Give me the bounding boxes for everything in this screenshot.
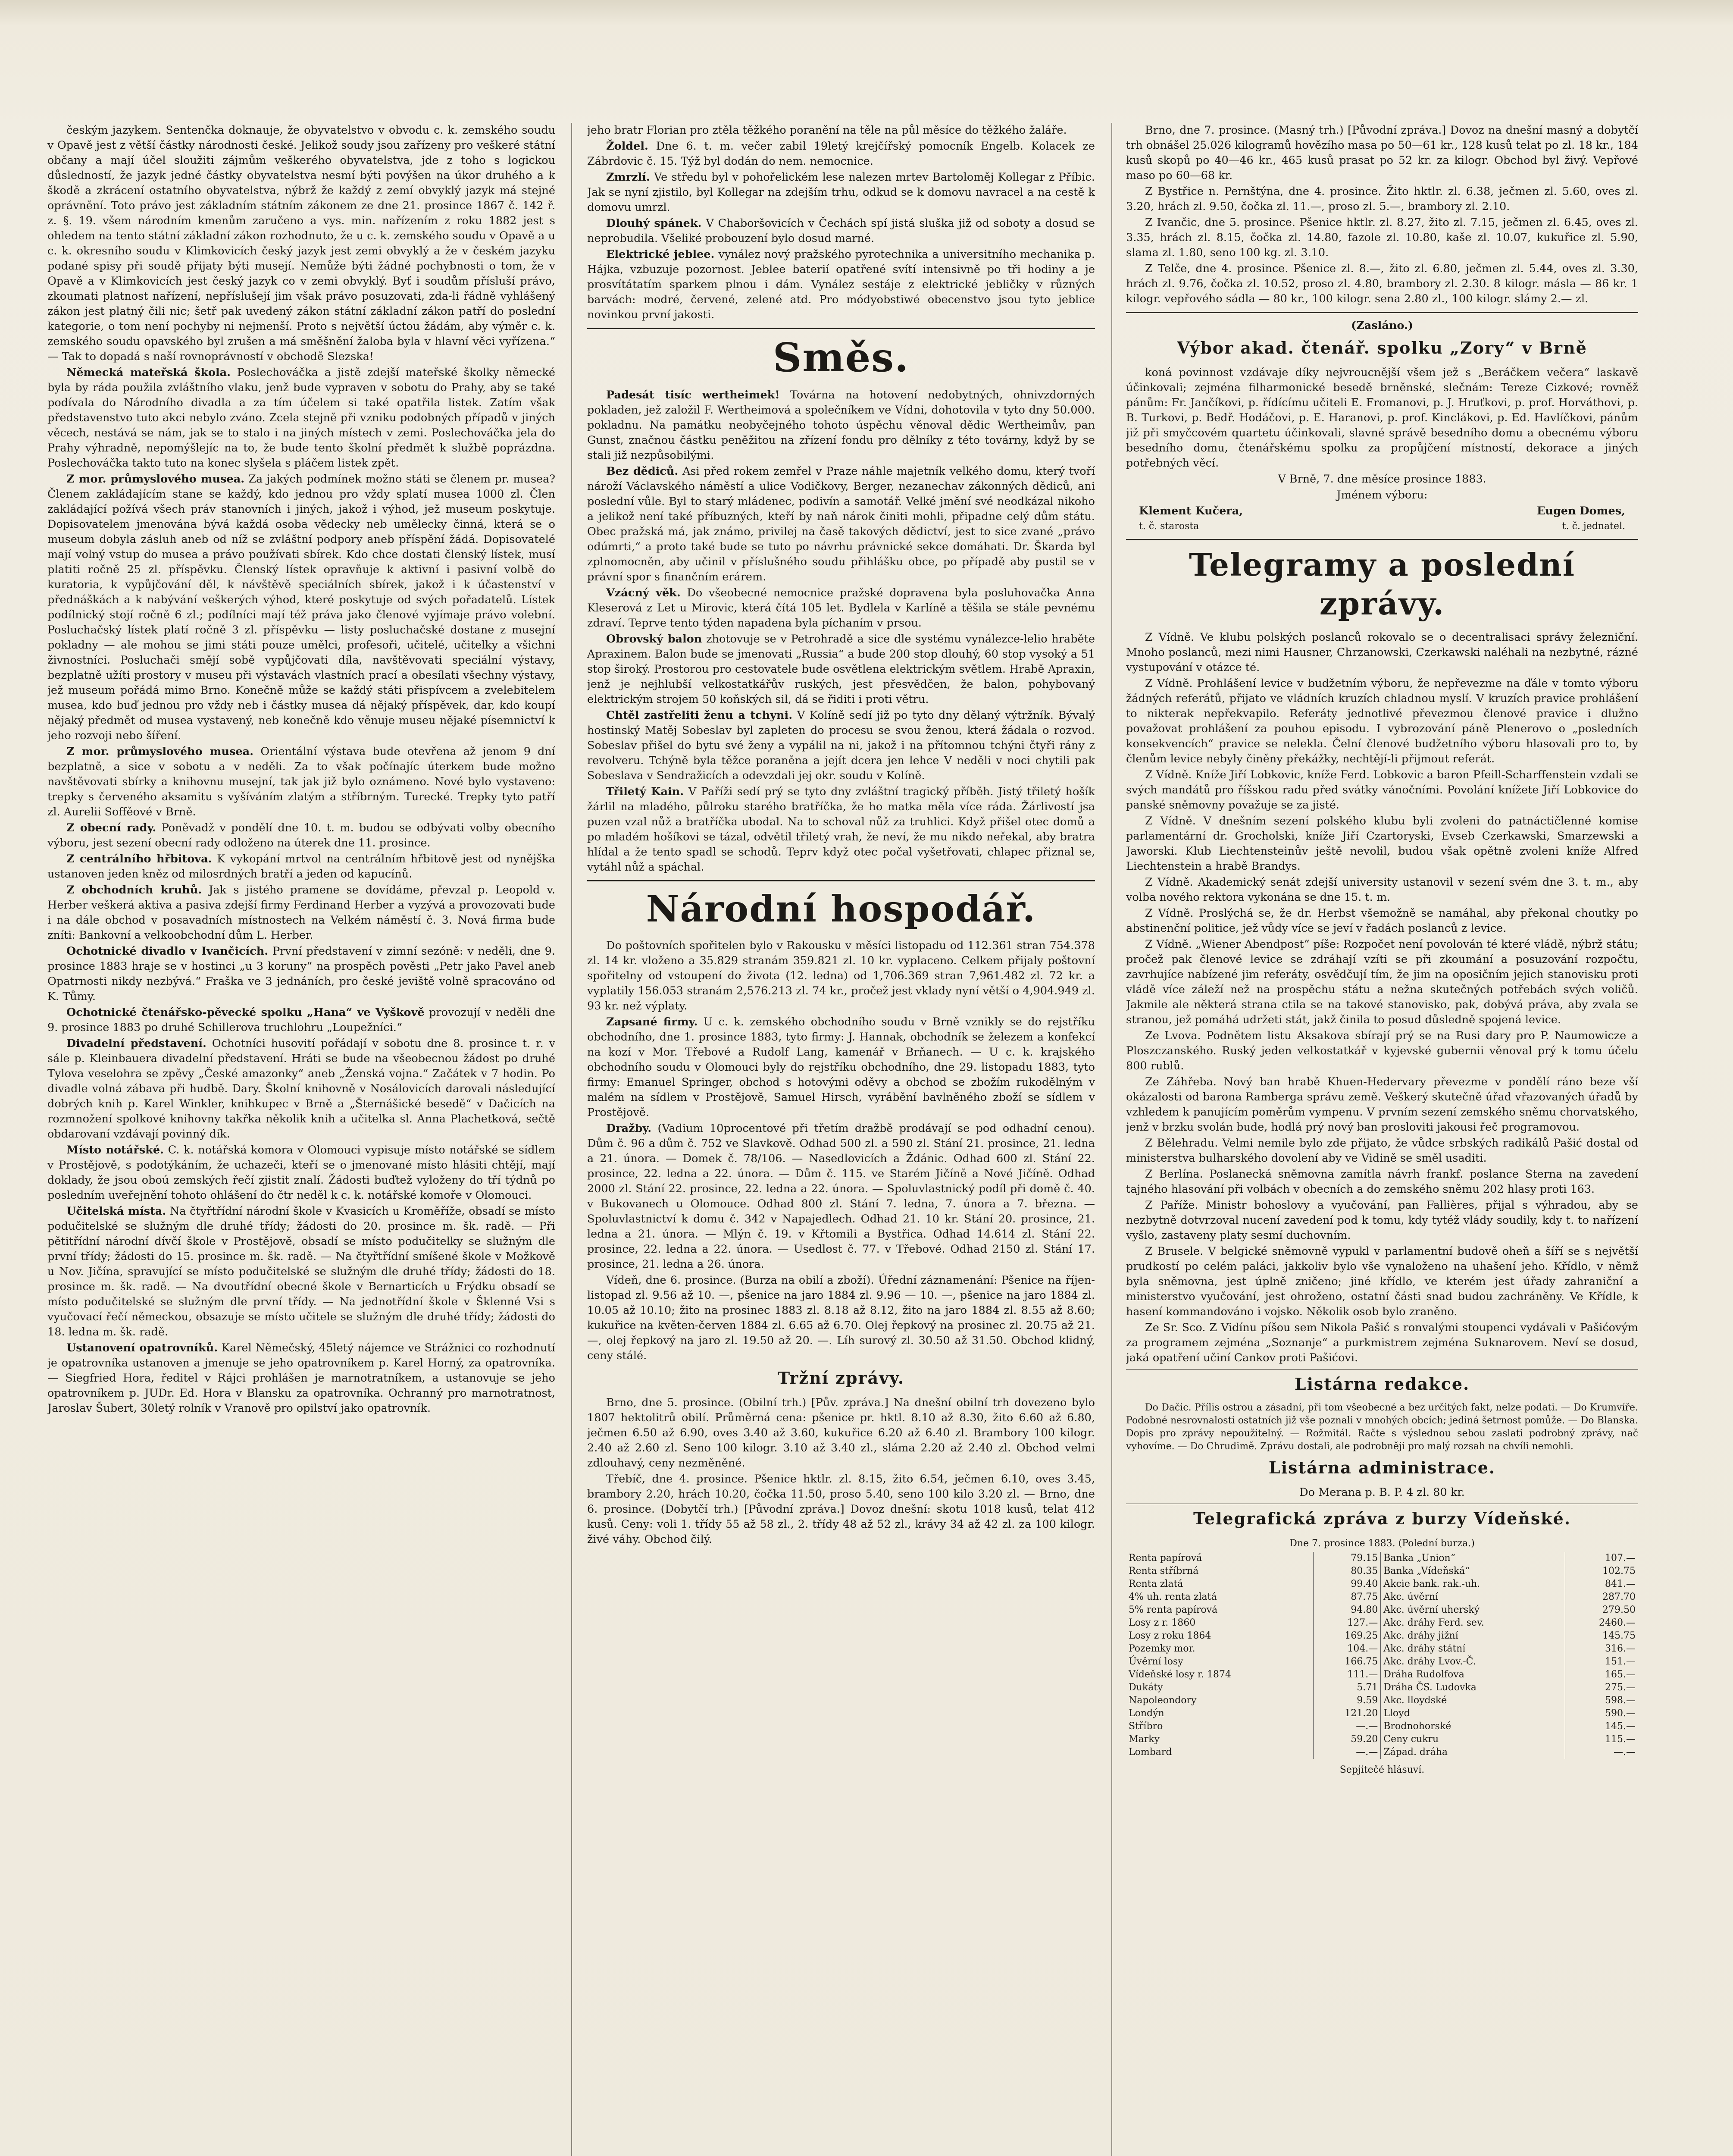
article-text: Třebíč, dne 4. prosince. Pšenice hktlr. zl. 8.15, žito 6.54, ječmen 6.10, oves 3.45, brambory 2.20, hrách 10.20, čočka 11.50, proso 5.40, seno 100 kilo 3.20 zl. — Brno, dne 6. prosince. (Dobytčí trh.) [Původní zpráva.] Dovoz dnešní: skotu 1018 kusů, telat 412 kusů. Ceny: voli 1. třídy 55 až 58 zl., 2. třídy 48 až 52 zl., krávy 34 až 42 zl. za 100 kilogr. živé váhy. Obchod čilý. [587,1473,1095,1546]
quote-name: Lombard [1129,1747,1172,1758]
article-text [587,1121,1095,1272]
quote-value: 2460.— [1565,1617,1638,1630]
article-text: Z Berlína. Poslanecká sněmovna zamítla návrh frankf. poslance Sterna na zavedení tajného hlasování při volbách v obecních a do zemského sněmu 202 hlasy proti 163. [1126,1168,1638,1196]
quote-value: 107.— [1565,1552,1638,1565]
column-right [1126,123,1638,2156]
section-heading-listarna: Listárna redakce. [1294,1374,1470,1394]
quote-name: Londýn [1129,1708,1164,1719]
article-text [587,388,1095,463]
quote-name: Losy z r. 1860 [1129,1617,1196,1628]
section-heading-burza: Telegrafická zpráva z burzy Vídeňské. [1193,1509,1571,1528]
quote-value: 59.20 [1314,1733,1381,1746]
stock-quotes-table [1126,1552,1638,1759]
article-text: českým jazykem. Sentenčka doknauje, že obyvatelstvo v obvodu c. k. zemského soudu v Opavě jest z větší částky národnosti české. Jelikož soudy jsou zařízeny pro veškeré státní občany a mají účel sloužiti zájmům veškerého obyvatelstva, jde z toho s logickou důsledností, že jazyk jedné částky obyvatelstva nesmí býti povýšen na úkor druhého a k škodě a zkrácení ostatního obyvatelstva, nýbrž že každý z zemí obvyklý jazyk má stejné oprávnění. Toto právo jest základním státním zákonem ze dne 21. prosince 1867 č. 142 ř. z. §. 19. všem národním kmenům zaručeno a vys. min. nařízením z roku 1882 jest s ohledem na tento státní základní zákon rozhodnuto, že u c. k. zemského soudu v Opavě a u c. k. okresního soudu v Klimkovicích český jazyk jest zemi obvyklý a že v českém jazyku podané spisy při soudě přijaty býti musejí. Nemůže býti žádné pochybnosti o tom, že v Opavě a v Klimkovicích jest český jazyk co v zemi obvyklý. Byť i soudům přísluší právo, zkoumati platnost nařízení, nepříslušejí jim však právo posuzovati, zda-li řádně vyhlášený zákon jest platný čili nic; šetř pak uvedený zákon státní základní zákon patří do poslední kategorie, o tom není pochyby ni nejmenší. Proto s největší úctou žádám, aby výměr c. k. zemského soudu opavského byl zrušen a má směšnění žaloba byla v hlavní věci vyřízena.“ — Tak to dopadá s naší rovnoprávností v obchodě Slezska! [47,124,555,363]
dateline: V Brně, 7. dne měsíce prosince 1883. [1278,473,1486,486]
quote-value: 80.35 [1314,1565,1381,1578]
article-text: Z Vídně. „Wiener Abendpost“ píše: Rozpočet není povolován té které vládě, nýbrž státu; pročež pak členové levice se zdráhají vzíti se při zkoumání a posuzování rozpočtu, zavrhujíce nabízené jim referáty, osvědčují tím, že jim na oposičním jejich stanovisku proti vládě více záleží než na prospěchu státu a nežna skutečných potřebách svých voličů. Jakmile ale některá strana ctila se na takové stanovisko, pak, dobývá práva, aby zvala se stranou, jež pomáhá udržeti stát, jakž činila to posud důsledně spojená levice. [1126,938,1638,1026]
quote-name: Losy z roku 1864 [1129,1630,1211,1641]
article-text [47,1036,555,1142]
section-rule [587,328,1095,329]
quote-row [1126,1720,1638,1733]
quote-name: Akc. lloydské [1381,1694,1565,1707]
article-text [47,1204,555,1340]
article-body: Poslechováčka a jistě zdejší mateřské školky německé byla by ráda použila zvláštního vlaku, jenž bude vypraven v sobotu do Prahy, aby se také podívala do Národního divadla a za tím účelem si také opatřila listek. Zatím však představenstvo tuto akci nebylo zváno. Zcela stejně při vzniku podobných případů v jiných věcech, nestává se nám, jak se to stalo i na jiných místech v zemi. Poslechováčka jela do Prahy výhradně, nepomýšlejíc na to, že bude tento školní předmět k službě poprázdna. Poslechováčka takto tuto na konec slyšela s pláčem listek zpět. [47,366,555,470]
article-lead: Z mor. průmyslového musea. [66,745,254,758]
article-text: Vídeň, dne 6. prosince. (Burza na obilí a zboží). Úřední záznamenání: Pšenice na říjen-listopad zl. 9.56 až 10. —, pšenice na jaro 1884 zl. 9.96 — 10. —, pšenice na jaro 1884 zl. 10.05 až 10.10; žito na prosinec 1883 zl. 8.18 až 8.12, žito na jaro 1884 zl. 8.55 až 8.60; kukuřice na květen-červen 1884 zl. 6.65 až 6.70. Olej řepkový na prosinec zl. 20.75 až 21. —, olej řepkový na jaro zl. 19.50 až 20. —. Líh surový zl. 30.50 až 31.50. Obchod klidný, ceny stálé. [587,1274,1095,1362]
article-lead: Učitelská místa. [66,1205,166,1218]
article-body: První představení v zimní sezóně: v neděli, dne 9. prosince 1883 hraje se v hostinci „u 3 koruny“ na prospěch pověsti „Petr jako Pavel aneb Opatrnosti nikdy nezbývá.“ Fraška ve 3 jednáních, pro české jeviště volně spracováno od K. Tůmy. [47,945,555,1003]
quote-name: Úvěrní losy [1129,1656,1183,1667]
article-text [587,1015,1095,1120]
section-rule [1126,312,1638,313]
quote-name: Brodnohorské [1381,1720,1565,1733]
article-text [587,632,1095,707]
article-text: Do poštovních spořitelen bylo v Rakousku v měsíci listopadu od 112.361 stran 754.378 zl. 14 kr. vloženo a 35.829 stranám 359.821 zl. 10 kr. vyplaceno. Celkem přijaly poštovní spořitelny od vstoupení do života (12. ledna) od 1,706.369 stran 7,961.482 zl. 72 kr. a vyplatily 156.053 stranám 2,576.213 zl. 74 kr., pročež jest vklady nyní větší o 4,904.949 zl. 93 kr. než výplaty. [587,939,1095,1012]
article-lead: Třiletý Kain. [606,785,684,798]
article-lead: Ochotnické divadlo v Ivančicích. [66,945,269,958]
article-text [47,1005,555,1035]
quote-value: 115.— [1565,1733,1638,1746]
article-body: Ochotníci husovití pořádají v sobotu dne 8. prosince t. r. v sále p. Kleinbauera divadelní představení. Hráti se bude na všeobecnou žádost po druhé Tylova veselohra se zpěvy „České amazonky“ aneb „Ženská vojna.“ Začátek v 7 hodin. Po divadle volná zábava při hudbě. Dary. Školní knihovně v Nosálovicích darovali následující dobrých knih p. Karel Winkler, knihkupec v Brně a „Šternášické besedě“ v Dačicích na rozmnožení spolkové knihovny takřka několik knih a učitelka sl. Anna Plachetková, sečtě obdarovaní vzdávají povinný dík. [47,1037,555,1141]
article-body: U c. k. zemského obchodního soudu v Brně vznikly se do rejstříku obchodního, dne 1. prosince 1883, tyto firmy: J. Hannak, obchodník se železem a konfekcí na kozí v Mor. Třebové a Rudolf Lang, kamenář v Brňanech. — U c. k. krajského obchodního soudu v Olomouci byly do rejstříku obchodního, dne 29. listopadu 1883, tyto firmy: Emanuel Springer, obchod s hotovými oděvy a obchod se zbožím rukodělným v malém na sídlem v Prostějově, Samuel Hirsch, vyrábění bavlněného zboží se sídlem v Prostějově. [587,1015,1095,1119]
article-lead: Ochotnické čtenářsko-pěvecké spolku „Hana“ ve Vyškově [66,1006,425,1019]
article-text: Z Vídně. Proslýchá se, že dr. Herbst všemožně se namáhal, aby překonal choutky po abstinenční politice, jež vůdy více se jeví v řadách poslanců z levice. [1126,907,1638,935]
quote-value: 145.75 [1565,1630,1638,1642]
article-text [587,464,1095,585]
article-body: V Paříži sedí prý se tyto dny zvláštní tragický příběh. Jistý třiletý hošík žárlil na mladého, půlroku starého bratříčka, že ho matka měla více ráda. Žárlivostí jsa puzen vzal nůž a bratříčka ubodal. Na to schoval nůž za truhlici. Když přišel otec domů a po mladém hošíkovi se tázal, odvětil třiletý vrah, že neví, že mu nikdo neřekal, aby bratra hlídal a že tento spadl se schodů. Teprv když otec počal vyšetřovati, chlapec přiznal se, vytáhl nůž a spáchal. [587,785,1095,874]
article-text: Z Vídně. Prohlášení levice v budžetním výboru, že nepřevezme na ďále v tomto výboru žádných referátů, přijato ve vládních kruzích chladnou myslí. V kruzích pravice prohlášení to nikterak nepřekvapilo. Referáty jednotlivé převezmou členové pravice i dlužno považovat prohlášení za pouhou episodu. I vybrozování páně Plenerovo o „posledních konsekvencích“ pravice se nelekla. Čelní členové budžetního výboru hlasovali pro to, by členům levice nebyly činěny překážky, nechtějí-li přijmout referát. [1126,677,1638,765]
article-lead: Dražby. [606,1122,652,1135]
article-text [587,708,1095,783]
article-text [47,944,555,1004]
article-text: Z Telče, dne 4. prosince. Pšenice zl. 8.—, žito zl. 6.80, ječmen zl. 5.44, oves zl. 3.30, hrách zl. 9.76, čočka zl. 10.52, proso zl. 4.80, brambory zl. 2.30. 8 kilogr. másla — 86 kr. 1 kilogr. vepřového sádla — 80 kr., 100 kilogr. sena 2.80 zl., 100 kilogr. slámy 2.— zl. [1126,262,1638,305]
quote-row [1126,1630,1638,1642]
section-rule [587,880,1095,881]
quote-row [1126,1668,1638,1681]
quote-name: 4% uh. renta zlatá [1129,1592,1217,1602]
quote-value: 104.— [1314,1642,1381,1655]
quote-value: 5.71 [1314,1681,1381,1694]
article-text: Z Ivančic, dne 5. prosince. Pšenice hktlr. zl. 8.27, žito zl. 7.15, ječmen zl. 6.45, oves zl. 3.35, hrách zl. 8.15, čočka zl. 14.80, fazole zl. 10.80, kaše zl. 10.07, kukuřice zl. 5.90, slama zl. 1.80, seno 100 kg. zl. 3.10. [1126,216,1638,259]
quote-value: 102.75 [1565,1565,1638,1578]
article-text [47,852,555,882]
zory-heading: Výbor akad. čtenář. spolku „Zory“ v Brně [1177,338,1587,357]
quote-name: Akc. dráhy státní [1381,1642,1565,1655]
signature-roles [1126,519,1638,534]
section-heading-smes: Směs. [773,334,910,381]
quote-name: Stříbro [1129,1721,1163,1732]
quote-value: 111.— [1314,1668,1381,1681]
quote-name: Vídeňské losy r. 1874 [1129,1669,1231,1680]
article-body: provozují v neděli dne 9. prosince 1883 po druhé Schillerova truchlohru „Loupežníci.“ [47,1006,555,1034]
article-text [587,784,1095,875]
article-lead: Chtěl zastřeliti ženu a tchyni. [606,709,793,722]
burza-date: Dne 7. prosince 1883. (Polední burza.) [1289,1538,1475,1549]
article-lead: Vzácný věk. [606,586,681,599]
article-text: Z Vídně. Akademický senát zdejší university ustanovil v sezení svém dne 3. t. m., aby volba nového rektora vykonána se dne 15. t. m. [1126,876,1638,904]
quote-value: 99.40 [1314,1578,1381,1591]
article-lead: Německá mateřská škola. [66,366,231,379]
quote-value: —.— [1565,1746,1638,1759]
quote-name: Napoleondory [1129,1695,1197,1706]
article-body: Karel Němečský, 45letý nájemce ve Strážnici co rozhodnutí je opatrovníka ustanoven a jmenuje se jeho opatrovníkem p. Karel Horný, za opatrovníka. — Siegfried Hora, ředitel v Rájci prohlášen je marnotratníkem, a ustanovuje se jeho opatrovníkem p. JUDr. Ed. Hora v Blansku za opatrovníka. Ochranný pro marnotratnost, Jaroslav Šubert, 30letý rolník v Vranově pro opilství jako opatrovník. [47,1341,555,1415]
article-lead: Žoldel. [606,140,648,153]
article-text: Do Dačic. Přílis ostrou a zásadní, při tom všeobecné a bez určitých fakt, nelze podati. — Do Krumvíře. Podobné nesrovnalosti ostatních již vše poznali v mnohých obcích; jediná šetrnost pomůže. — Do Blanska. Dopis pro zprávy nepoužitelný. — Rožmitál. Račte s výslednou sebou zaslati podrobný zprávy, nač vyhovíme. — Do Chrudimě. Zprávu dostali, ale podrobněji pro malý rozsah na chvíli nemohli. [1126,1402,1638,1452]
quote-row [1126,1707,1638,1720]
quote-value: 145.— [1565,1720,1638,1733]
quote-name: Akc. úvěrní uherský [1381,1604,1565,1617]
article-text: Z Vídně. Kníže Jiří Lobkovic, kníže Ferd. Lobkovic a baron Pfeill-Scharffenstein vzdali se svých mandátů pro říšskou radu před svátky vánočními. Povolání knížete Jiří Lobkovice do panské sněmovny považuje se za jisté. [1126,768,1638,812]
quote-row [1126,1604,1638,1617]
article-lead: Elektrické jeblee. [606,248,715,261]
quote-name: 5% renta papírová [1129,1604,1218,1615]
article-text [587,170,1095,215]
quote-value: 316.— [1565,1642,1638,1655]
quote-value: 127.— [1314,1617,1381,1630]
column-left [47,123,555,2156]
article-body: Ve středu byl v pohořelickém lese nalezen mrtev Bartoloměj Kollegar z Příbic. Jak se nyní zjistilo, byl Kollegar na zdejším trhu, odkud se k domovu navracel a na cestě k domovu umrzl. [587,171,1095,214]
quote-name: Akc. dráhy Ferd. sev. [1381,1617,1565,1630]
article-text [587,247,1095,323]
article-lead: Dlouhý spánek. [606,217,702,230]
quote-value: 287.70 [1565,1591,1638,1604]
quote-row [1126,1681,1638,1694]
article-text [47,365,555,471]
article-body: K vykopání mrtvol na centrálním hřbitově jest od nynějška ustanoven jeden kněz od milosrdných bratří a jeden od kapucínů. [47,852,555,881]
article-text: jeho bratr Florian pro ztěla těžkého poranění na těle na půl měsíce do těžkého žaláře. [587,124,1067,137]
committee-label: Jménem výboru: [1336,489,1428,501]
article-text: Z Paříže. Ministr bohoslovy a vyučování, pan Fallières, přijal s výhradou, aby se nezbytně dotvrzoval nucení zavedení pod k tomu, kdy tytéž vlády soudily, kdy t. to nařízení vyšlo, zastaveny platy sesmí duchovním. [1126,1199,1638,1242]
article-text [587,139,1095,169]
quote-name: Lloyd [1381,1707,1565,1720]
quote-row [1126,1733,1638,1746]
article-text: Z Vídně. V dnešním sezení polského klubu byli zvoleni do patnáctičlenné komise parlamentární dr. Grocholski, kníže Jiří Czartoryski, Evseb Czerkawski, Smarzewski a Jaworski. Klub Liechtensteinův ještě nevolil, budou však opětně zvoleni kníže Alfred Liechtenstein a hrabě Brandys. [1126,815,1638,873]
article-body: Poněvadž v pondělí dne 10. t. m. budou se odbývati volby obecního výboru, jest sezení obecní rady odloženo na úterek dne 11. prosince. [47,821,555,849]
article-body: Do všeobecné nemocnice pražské dopravena byla posluhovačka Anna Kleserová z Let u Mirovic, která čítá 105 let. Bydlela v Karlíně a těšila se stále pevnému zdraví. Teprve tento týden napadena byla píchaním v prsou. [587,586,1095,630]
quote-value: 275.— [1565,1681,1638,1694]
section-heading-telegramy: Telegramy a poslední zprávy. [1189,546,1576,622]
article-text [587,586,1095,631]
signature-right-name: Eugen Domes, [1536,505,1625,517]
article-lead: Ustanovení opatrovníků. [66,1341,218,1354]
article-text [47,821,555,851]
article-lead: Zmrzlí. [606,171,650,184]
quote-name: Akc. dráhy jižní [1381,1630,1565,1642]
article-text: Z Vídně. Ve klubu polských poslanců rokovalo se o decentralisaci správy železniční. Mnoho poslanců, mezi nimi Hausner, Chrzanowski, Czerkawski naléhali na nezbytné, rázné vystupování v otázce té. [1126,631,1638,674]
column-middle [587,123,1095,2156]
quote-name: Akc. úvěrní [1381,1591,1565,1604]
article-text: Z Bělehradu. Velmi nemile bylo zde přijato, že vůdce srbských radikálů Pašić dostal od ministerstva bulharského dovolení aby ve Vidině se směl usaditi. [1126,1137,1638,1165]
quote-name: Akc. dráhy Lvov.-Č. [1381,1655,1565,1668]
quote-value: 87.75 [1314,1591,1381,1604]
article-text: Ze Sr. Sco. Z Vidínu píšou sem Nikola Pašić s ronvalými stoupenci vydávali v Pašićovým za programem zejména „Soznanje“ a purkmistrem zejména Suknarovem. Neví se dosud, jaká opatření učiní Cankov proti Pašićovi. [1126,1321,1638,1364]
article-text: Z Bystřice n. Pernštýna, dne 4. prosince. Žito hktlr. zl. 6.38, ječmen zl. 5.60, oves zl. 3.20, hrách zl. 9.50, čočka zl. 11.—, proso zl. 5.—, brambory zl. 2.10. [1126,185,1638,213]
quote-row [1126,1655,1638,1668]
quote-row [1126,1591,1638,1604]
article-body: Dne 6. t. m. večer zabil 19letý krejčířský pomocník Engelb. Kolacek ze Zábrdovic č. 15. Týž byl dodán do nem. nemocnice. [587,140,1095,168]
quote-row [1126,1746,1638,1759]
column-divider [1111,123,1112,2156]
quote-row [1126,1617,1638,1630]
quote-value: 166.75 [1314,1655,1381,1668]
article-body: Za jakých podmínek možno státi se členem pr. musea? Členem zakládajícím stane se každý, kdo jednou pro vždy splatí musea 1000 zl. Člen zakládající požívá všech práv stanovních i jiných, jakož i výhod, jež museum poskytuje. Dopisovatelem jmenována bývá každá osoba vědecky neb umělecky činná, která se o museum dobyla zásluh aneb od níž se zvláštní podpory aneb příspění žádá. Dopisovatelé mají volný vstup do musea a právo používati sbírek. Kdo chce dostati členský lístek, musí platiti ročně 25 zl. příspěvku. Členský lístek opravňuje k aktivní i pasivní volbě do kuratoria, k vypůjčování děl, k návštěvě speciálních sbírek, jakož i k účastenství v přednáškách a k nabývání veškerých výhod, které poskytuje od svých pořadatelů. Lístek podílnický stojí ročně 6 zl.; podílníci mají též práva jako členové vyjímaje právo volební. Posluchačský lístek platí ročně 3 zl. příspěvku — listy posluchačské dostane z musejní pokladny — ale mohou se jimi státi pouze umělci, profesoři, učitelé, učitelky a všichni živnostníci. Posluchači smějí sobě vypůjčovati díla, navštěvovati speciální výstavy, bezplatně užíti prostory v museu při výstavách vlastních prací a obesílati všechny výstavy, jež museum pořádá mimo Brno. Konečně může se každý státi přispívcem a zvelebitelem musea, kdo buď jednou pro vždy neb i částky musea dá nějaký příspěvek, dar, kdo koupí nějaký předmět od musea vystavený, neb konečně kdo věnuje museu nějaké písemnictví k jeho rozvoji nebo šíření. [47,473,555,742]
article-body: (Vadium 10procentové při třetím dražbě prodávají se pod odhadní cenou). Dům č. 96 a dům č. 752 ve Slavkově. Odhad 500 zl. a 590 zl. Stání 21. prosince, 21. ledna a 21. února. — Domek č. 78/106. — Nasedlovicích a Ždánic. Odhad 600 zl. Stání 22. prosince, 22. ledna a 22. února. — Dům č. 115. ve Starém Jičíně a Nové Jičíně. Odhad 2000 zl. Stání 22. prosince, 22. ledna a 22. února. — Spoluvlastnický podíl při domě č. 40. v Bukovanech u Olomouce. Odhad 800 zl. Stání 7. ledna, 7. února a 7. března. — Spoluvlastnictví k domu č. 342 v Napajedlech. Odhad 21. 10 kr. Stání 20. prosince, 21. ledna a 21. února. — Mlýn č. 19. v Křtomili a Bystřica. Odhad 14.614 zl. Stání 22. prosince, 22. ledna a 22. února. — Usedlost č. 77. v Třebové. Odhad 2150 zl. Stání 17. prosince, 21. ledna a 26. února. [587,1122,1095,1271]
quote-value: 165.— [1565,1668,1638,1681]
article-body: V Kolíně sedí již po tyto dny dělaný výtržník. Bývalý hostinský Matěj Sobeslav byl zapleten do procesu se svou ženou, která žádala o rozvod. Sobeslav přišel do bytu své ženy a vypálil na ni, jakož i na přítomnou tchýni čtyři rány z revolveru. Tchýně byla těžce poraněna a jejít dcera jen lehce V neděli v noci chytili pak Sobeslava v Sendražicích a odevzdali jej okr. soudu v Kolíně. [587,709,1095,782]
article-lead: Z obchodních kruhů. [66,884,202,896]
article-text [47,1341,555,1416]
article-text [587,216,1095,246]
article-body: Orientální výstava bude otevřena až jenom 9 dní bezplatně, a sice v sobotu a v neděli. Za to však počínajíc úterkem bude možno navštěvovati sbírky a knihovnu musejní, tak jak již bylo oznámeno. Nové bylo vystaveno: trepky s červeného aksamitu s vyšíváním zlatým a stříbrným. Turecké. Trepky tyto patří zl. Aurelii Soffěové v Brně. [47,745,555,818]
quote-row [1126,1565,1638,1578]
article-text: Brno, dne 7. prosince. (Masný trh.) [Původní zpráva.] Dovoz na dnešní masný a dobytčí trh obnášel 25.026 kilogramů hovězího masa po 50—61 kr., 128 kusů telat po zl. 18 kr., 184 kusů skopů po 40—46 kr., 465 kusů prasat po 52 kr. za kilogr. Obchod byl živý. Vepřové maso po 60—68 kr. [1126,124,1638,182]
article-body: Na čtyřtřídní národní škole v Kvasicích u Kroměříže, obsadí se místo podučitelské se služným dle druhé třídy; žádosti do 20. prosince m. šk. radě. — Při pětitřídní národní dívčí škole v Prostějově, obsadí se místo podučitelky se služným dle první třídy; žádosti do 15. prosince m. šk. radě. — Na čtyřtřídní smíšené škole v Možkově u Nov. Jičína, spravující se místo podučitelské se služným dle druhé třídy; žádosti do 18. prosince m. šk. radě. — Na dvoutřídní obecné škole v Bernarticích u Frýdku obsadí se místo podučitelské se služným dle první třídy. — Na jednotřídní škole v Šklenné Vsi s vyučovací řečí německou, obsazuje se místo učitele se služným dle druhé třídy; žádosti do 18. ledna m. šk. radě. [47,1205,555,1338]
quote-value: 590.— [1565,1707,1638,1720]
article-lead: Z centrálního hřbitova. [66,852,212,865]
article-lead: Zapsané firmy. [606,1015,698,1028]
article-text [47,472,555,743]
article-text: koná povinnost vzdávaje díky nejvroucnější všem jež s „Beráčkem večera“ laskavě účinkovali; zejména filharmonické besedě brněnské, slečnám: Tereze Cizkové; rovněž pánům: Fr. Jančíkovi, p. řídícímu učiteli E. Fromanovi, p. J. Hruťkovi, p. prof. Horváthovi, p. B. Turkovi, p. Bedř. Hodáčovi, p. E. Haranovi, p. prof. Kinclákovi, p. Ed. Havlíčkovi, pánům již při smyčcovém quartetu účinkovali, slavné správě besedního domu a obecnému výboru besedního domu, čtenářskému spolku za propůjčení místností, dekorace a jiných potřebných věcí. [1126,366,1638,470]
article-text [47,1143,555,1203]
article-lead: Padesát tisíc wertheimek! [606,389,780,401]
quote-name: Banka „Union“ [1381,1552,1565,1565]
quote-name: Renta papírová [1129,1553,1202,1564]
quote-row [1126,1694,1638,1707]
article-text [47,744,555,820]
quote-value: 841.— [1565,1578,1638,1591]
quote-value: 598.— [1565,1694,1638,1707]
signature-left-name: Klement Kučera, [1139,505,1243,517]
zasl-label: (Zasláno.) [1351,319,1413,332]
quote-value: —.— [1314,1746,1381,1759]
article-text: Ze Záhřeba. Nový ban hrabě Khuen-Hedervary převezme v pondělí ráno beze vší okázalosti od barona Ramberga správu země. Veškerý skutečně úřad vřazovaných úřadů by vzhledem k panujícím poměrům vympenu. V prvním sezení zemského sněmu chorvatského, jenž v brzku svolán bude, hodlá prý nový ban prosloviti jakousi řeč programovou. [1126,1075,1638,1134]
quote-name: Marky [1129,1734,1160,1745]
article-lead: Obrovský balon [606,633,702,646]
quote-name: Západ. dráha [1381,1746,1565,1759]
quote-name: Akcie bank. rak.-uh. [1381,1578,1565,1591]
quote-name: Dráha Rudolfova [1381,1668,1565,1681]
article-text: Z Brusele. V belgické sněmovně vypukl v parlamentní budově oheň a šíří se s největší prudkostí po celém paláci, jakkoliv bylo vše vynaloženo na uhašení jeho. Křídlo, v němž byla sněmovna, jest úplně zničeno; jiné křídlo, ve kterém jest úřady zahraniční a ministerstvo vyučování, jest ohroženo, ostatní části snad budou zachráněny. Ve Křídle, k hasení kommandováno i vojsko. Několik osob bylo zraněno. [1126,1245,1638,1318]
quote-name: Renta zlatá [1129,1579,1183,1589]
signature-left-role: t. č. starosta [1139,521,1199,532]
quote-row [1126,1552,1638,1565]
quote-value: 79.15 [1314,1552,1381,1565]
quote-value: 94.80 [1314,1604,1381,1617]
quote-name: Ceny cukru [1381,1733,1565,1746]
article-body: vynález nový pražského pyrotechnika a universitního mechanika p. Hájka, vzbuzuje pozornost. Jeblee baterií opatřené svítí intensivně po tři hodiny a je prosvítátatím sparkem plnou i dám. Vynález sestáje z elektrické jebličky v různých barvách: modré, červené, zelené atd. Pro módyobstiwé obecenstvo jsou tyto jeblice novinkou první jakosti. [587,248,1095,321]
article-body: C. k. notářská komora v Olomouci vypisuje místo notářské se sídlem v Prostějově, s podotýkáním, že uchazeči, kteří se o jmenované místo hlásiti chtějí, mají doklady, že jsou oboú zemských řečí zjistit znalí. Žádosti buďtež vyloženy do tří týdnů po posledním uveřejnění tohoto ohlášení do čtr neděl k c. k. notářské komoře v Olomouci. [47,1144,555,1202]
article-body: V Chaboršovicích v Čechách spí jistá sluška již od soboty a dosud se neprobudila. Všeliké probouzení bylo dosud marné. [587,217,1095,245]
quote-value: —.— [1314,1720,1381,1733]
article-lead: Bez dědiců. [606,465,679,478]
article-body: Jak s jistého pramene se dovídáme, převzal p. Leopold v. Herber veškerá aktiva a pasiva zdejší firmy Ferdinand Herber a vyzývá a provozovati bude i na dále obchod v posavadních místnostech na Velkém náměstí č. 3. Nová firma bude zníti: Bankovní a velkoobchodní dům L. Herber. [47,884,555,942]
quote-value: 9.59 [1314,1694,1381,1707]
quote-row [1126,1578,1638,1591]
article-text: Brno, dne 5. prosince. (Obilní trh.) [Pův. zpráva.] Na dnešní obilní trh dovezeno bylo 1807 hektolitrů obilí. Průměrná cena: pšenice pr. hktl. 8.10 až 8.30, žito 6.60 až 6.80, ječmen 6.50 až 6.90, oves 3.40 až 3.60, kukuřice 6.20 až 6.40 zl. Brambory 100 kilogr. 2.40 až 2.60 zl. Seno 100 kilogr. 3.10 až 3.40 zl., sláma 2.20 až 2.40 zl. Obchod velmi zdlouhavý, ceny nezměněné. [587,1396,1095,1470]
article-body: Asi před rokem zemřel v Praze náhle majetník velkého domu, který tvoří nároží Václavského náměstí a ulice Vodičkovy, Berger, nezanechav zákonných dědiců, ani poslední vůle. Byl to starý mládenec, podivín a samotář. Velké jmění své neodkázal nikoho a jelikož není také příbuzných, kteří by naň nárok činiti mohli, připadne celý dům státu. Obec pražská má, jak známo, privilej na časě takových dědictví, jest to sice zvané „právo odúmrti,“ a proto také bude se tuto po návrhu právnické sekce domáhati. Dr. Škarda byl zplnomocněn, aby učinil v příslušného soudu přihlášku obce, po případě aby pustil se v právní spor s finančním erárem. [587,465,1095,583]
quote-value: 279.50 [1565,1604,1638,1617]
quote-value: 121.20 [1314,1707,1381,1720]
quote-value: 151.— [1565,1655,1638,1668]
article-text [47,883,555,943]
section-rule [1126,539,1638,540]
section-heading-hospodar: Národní hospodář. [646,887,1036,930]
quote-name: Banka „Vídeňská“ [1381,1565,1565,1578]
section-heading-admin: Listárna administrace. [1268,1458,1496,1477]
article-lead: Místo notářské. [66,1144,164,1156]
quote-row [1126,1642,1638,1655]
signature-right-role: t. č. jednatel. [1562,521,1625,532]
article-body: Továrna na hotovení nedobytných, ohnivzdorných pokladen, jež založil F. Wertheimová a společníkem ve Vídni, dohotovila v tyto dny 50.000. pokladnu. Na památku neobyčejného tohoto úspěchu věnoval dědic Wertheimův, pan Gunst, značnou částku peněžitou na zřízení fondu pro dělníky z této továrny, když by se stali již nezpůsobilými. [587,389,1095,462]
article-body: zhotovuje se v Petrohradě a sice dle systému vynálezce-lelio hraběte Apraxinem. Balon bude se jmenovati „Russia“ a bude 200 stop dlouhý, 60 stop vysoký a 51 stop široký. Prostorou pro cestovatele bude osvětlena elektrickým světlem. Hrabě Apraxin, jenž je nejhlubší velkostatkářův ruských, jest přesvědčen, že balon, pohybovaný elektrickým strojem 50 koňských sil, dá se řiditi i proti větru. [587,633,1095,706]
quote-name: Renta stříbrná [1129,1566,1199,1576]
article-lead: Z obecní rady. [66,821,156,834]
quote-value: 169.25 [1314,1630,1381,1642]
article-text: Do Merana p. B. P. 4 zl. 80 kr. [1299,1486,1465,1499]
section-heading-trzni: Tržní zprávy. [777,1368,905,1388]
quote-name: Dukáty [1129,1682,1163,1693]
burza-footer: Sepjitečé hlásuví. [1339,1764,1425,1775]
article-text: Ze Lvova. Podnětem listu Aksakova sbírají prý se na Rusi dary pro P. Naumowicze a Ploszczanského. Ruský jeden velkostatkář v kyjevské gubernii věnoval prý k tomu účelu 800 rublů. [1126,1029,1638,1072]
signature-names [1126,504,1638,519]
quote-name: Pozemky mor. [1129,1643,1195,1654]
article-lead: Divadelní představení. [66,1037,206,1050]
column-divider [571,123,572,2156]
article-lead: Z mor. průmyslového musea. [66,473,245,486]
quote-name: Dráha ČS. Ludovka [1381,1681,1565,1694]
